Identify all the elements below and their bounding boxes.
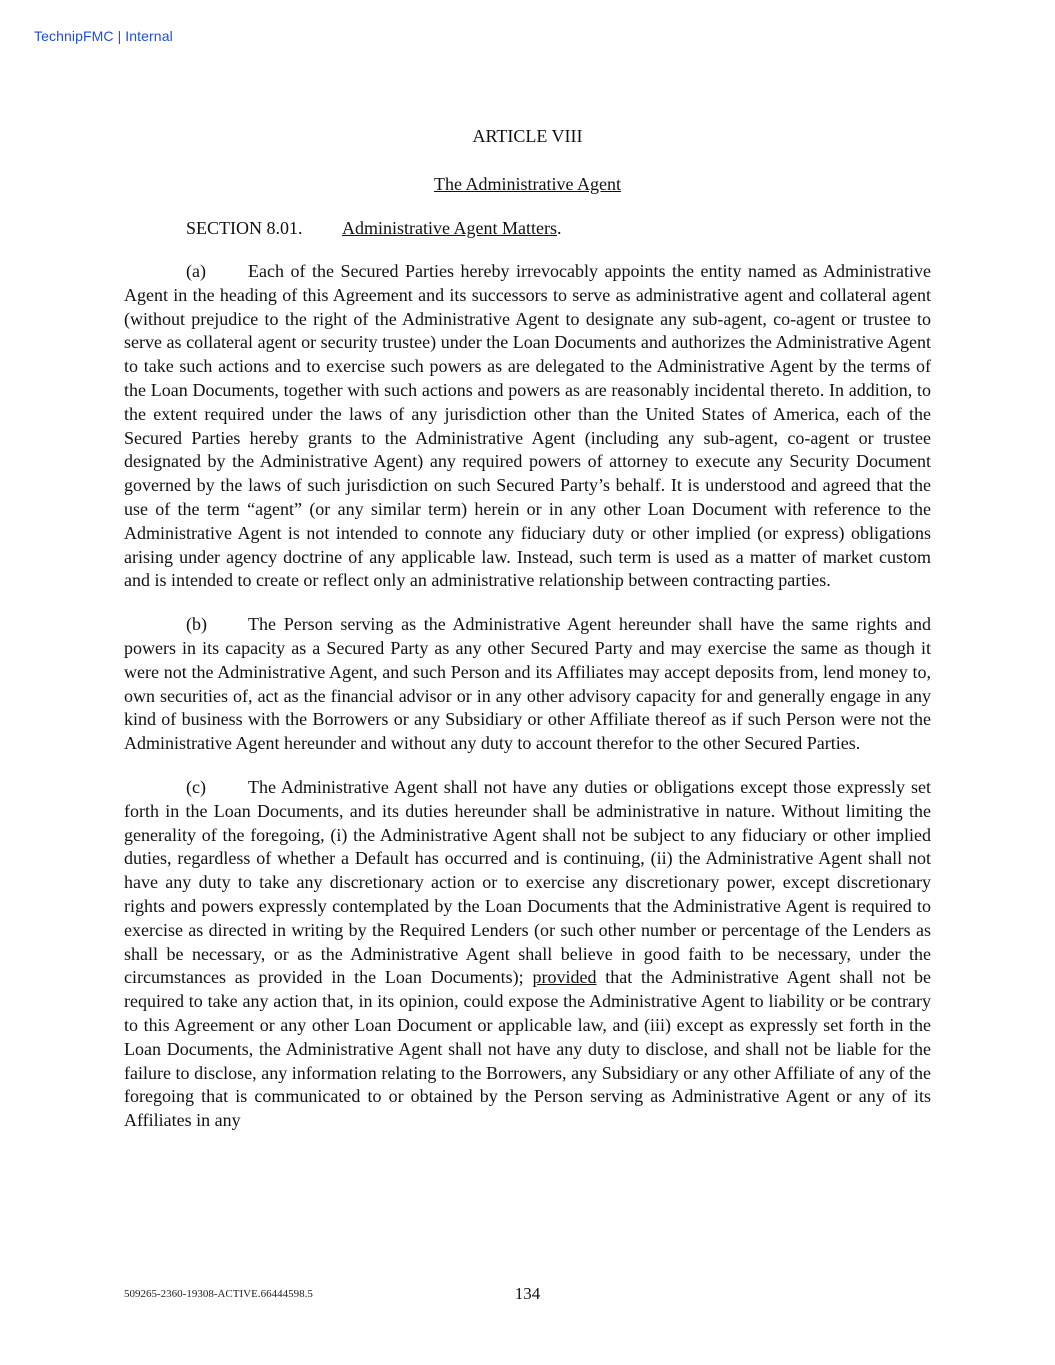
article-subtitle-text: The Administrative Agent <box>434 174 621 194</box>
section-heading <box>124 216 931 240</box>
paragraph-c-label: (c) <box>186 776 206 797</box>
classification-label: TechnipFMC | Internal <box>34 28 173 44</box>
article-title: ARTICLE VIII <box>472 126 583 146</box>
section-number: SECTION 8.01. <box>186 218 303 238</box>
paragraph-c-proviso: provided <box>532 967 597 988</box>
footer-document-id: 509265-2360-19308-ACTIVE.66444598.5 <box>124 1288 313 1300</box>
article-subtitle <box>124 172 931 196</box>
paragraph-a <box>124 260 931 593</box>
paragraph-a-text: Each of the Secured Parties hereby irrevocably appoints the entity named as Administrative Agent in the heading of this Agreement and its successors to serve as administrative agent and collateral agent (without prejudice to the right of the Administrative Agent to designate any sub-agent, co-agent or trustee to serve as collateral agent or security trustee) under the Loan Documents and authorizes the Administrative Agent to take such actions and to exercise such powers as are delegated to the Administrative Agent by the terms of the Loan Documents, together with such actions and powers as are reasonably incidental thereto. In addition, to the extent required under the laws of any jurisdiction other than the United States of America, each of the Secured Parties hereby grants to the Administrative Agent (including any sub-agent, co-agent or trustee designated by the Administrative Agent) any required powers of attorney to execute any Security Document governed by the laws of such jurisdiction on such Secured Party’s behalf. It is understood and agreed that the use of the term “agent” (or any similar term) herein or in any other Loan Document with reference to the Administrative Agent is not intended to connote any fiduciary duty or other implied (or express) obligations arising under agency doctrine of any applicable law. Instead, such term is used as a matter of market custom and is intended to create or reflect only an administrative relationship between contracting parties. <box>124 261 931 591</box>
section-title: Administrative Agent Matters <box>342 218 557 238</box>
paragraph-b-label: (b) <box>186 614 207 635</box>
paragraph-c-text-after: that the Administrative Agent shall not be required to take any action that, in its opinion, could expose the Administrative Agent to liability or be contrary to this Agreement or any other Loan Document or applicable law, and (iii) except as expressly set forth in the Loan Documents, the Administrative Agent shall not have any duty to disclose, and shall not be liable for the failure to disclose, any information relating to the Borrowers, any Subsidiary or any other Affiliate of any of the foregoing that is communicated to or obtained by the Person serving as Administrative Agent or any of its Affiliates in any <box>124 967 932 1131</box>
section-title-suffix: . <box>556 218 562 238</box>
document-page <box>124 124 931 1133</box>
paragraph-a-label: (a) <box>186 261 206 281</box>
footer-page-number: 134 <box>514 1284 541 1303</box>
paragraph-c <box>124 776 931 1133</box>
paragraph-b <box>124 613 931 756</box>
paragraph-c-text-before: The Administrative Agent shall not have any duties or obligations except those expressly set forth in the Loan Documents, and its duties hereunder shall be administrative in nature. Without limiting the generality of the foregoing, (i) the Administrative Agent shall not be subject to any fiduciary or other implied duties, regardless of whether a Default has occurred and is continuing, (ii) the Administrative Agent shall not have any duty to take any discretionary action or to exercise any discretionary power, except discretionary rights and powers expressly contemplated by the Loan Documents that the Administrative Agent is required to exercise as directed in writing by the Required Lenders (or such other number or percentage of the Lenders as shall be necessary, or as the Administrative Agent shall believe in good faith to be necessary, under the circumstances as provided in the Loan Documents); <box>124 776 931 988</box>
paragraph-b-text: The Person serving as the Administrative Agent hereunder shall have the same rights and powers in its capacity as a Secured Party as any other Secured Party and may exercise the same as though it were not the Administrative Agent, and such Person and its Affiliates may accept deposits from, lend money to, own securities of, act as the financial advisor or in any other advisory capacity for and generally engage in any kind of business with the Borrowers or any Subsidiary or other Affiliate thereof as if such Person were not the Administrative Agent hereunder and without any duty to account therefor to the other Secured Parties. <box>124 614 931 754</box>
